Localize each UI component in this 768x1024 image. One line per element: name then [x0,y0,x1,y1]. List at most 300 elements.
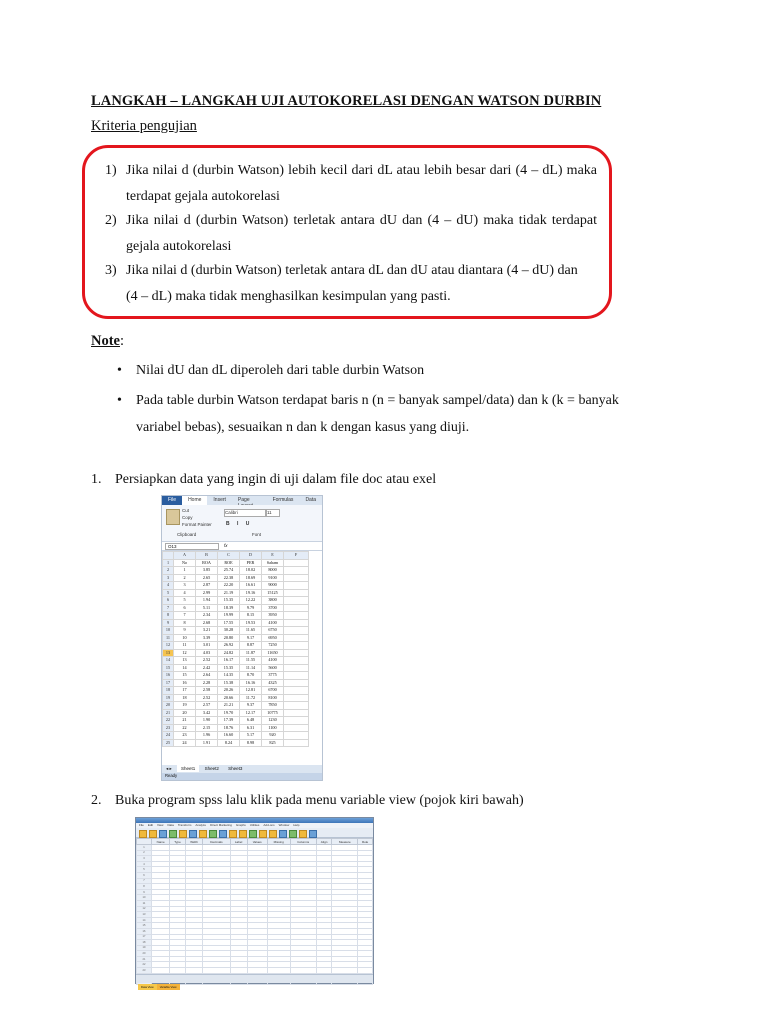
excel-cell[interactable] [284,694,309,702]
spss-row-number[interactable]: 2 [137,850,152,856]
sheet-nav-icon[interactable]: ◂ ▸ [166,766,172,771]
spss-column-header[interactable]: Values [247,839,267,845]
spss-row-number[interactable]: 9 [137,889,152,895]
excel-cell[interactable] [284,604,309,612]
spss-variable-grid [136,838,373,985]
excel-cell[interactable]: 20.66 [218,694,240,702]
excel-cell[interactable]: ROE [218,559,240,567]
excel-cell[interactable]: 19.53 [240,619,262,627]
excel-cell[interactable]: 13 [174,657,196,665]
excel-cell[interactable]: 2.58 [196,687,218,695]
step-1 [91,472,436,488]
excel-cell[interactable]: 30.28 [218,627,240,635]
excel-cell[interactable] [284,619,309,627]
excel-cell[interactable] [284,687,309,695]
excel-row [163,597,309,605]
excel-cell[interactable]: 6 [174,604,196,612]
excel-cell[interactable]: 11.14 [240,664,262,672]
redo-icon[interactable] [189,830,197,838]
excel-cell[interactable]: 21 [174,717,196,725]
excel-cell[interactable]: 3.42 [196,709,218,717]
excel-row-header[interactable]: 2 [163,567,174,575]
excel-cell[interactable]: 2 [174,574,196,582]
select-cases-icon[interactable] [279,830,287,838]
excel-cell[interactable]: 26.92 [218,642,240,650]
excel-column-header[interactable]: A [174,552,196,560]
excel-cell[interactable]: 3.21 [196,627,218,635]
excel-cell[interactable] [284,679,309,687]
excel-cell[interactable]: 8 [174,619,196,627]
excel-row [163,634,309,642]
excel-cell[interactable]: 23 [174,732,196,740]
excel-cell[interactable]: 21.19 [218,589,240,597]
page-title: LANGKAH – LANGKAH UJI AUTOKORELASI DENGAN WATSON DURBIN [91,93,602,109]
excel-cell[interactable]: No [174,559,196,567]
excel-cell[interactable]: 6750 [262,627,284,635]
excel-cell[interactable] [284,732,309,740]
excel-cell[interactable]: 1 [174,567,196,575]
name-box[interactable]: O13 [165,543,219,550]
note-text: Pada table durbin Watson terdapat baris n (n = banyak sampel/data) dan k (k = banyak variabel bebas), sesuaikan n dan k dengan kasus yang diuji. [136,393,619,435]
insert-variable-icon[interactable] [249,830,257,838]
excel-cell[interactable]: 7850 [262,702,284,710]
spss-row-number[interactable]: 1 [137,845,152,851]
spss-row-number[interactable]: 10 [137,895,152,901]
excel-cell[interactable]: 2.52 [196,657,218,665]
excel-cell[interactable]: 24.82 [218,649,240,657]
weight-cases-icon[interactable] [269,830,277,838]
excel-cell[interactable]: 2.64 [196,672,218,680]
excel-cell[interactable]: 6950 [262,634,284,642]
excel-cell[interactable]: 3 [174,582,196,590]
spell-check-icon[interactable] [309,830,317,838]
excel-cell[interactable]: 2.99 [196,589,218,597]
excel-row [163,672,309,680]
excel-cell[interactable]: 19.99 [218,612,240,620]
excel-row [163,604,309,612]
spss-column-header[interactable]: Name [152,839,170,845]
excel-row-header[interactable]: 4 [163,582,174,590]
cut-button[interactable]: Cut [182,508,190,513]
excel-cell[interactable] [284,724,309,732]
print-icon[interactable] [159,830,167,838]
excel-cell[interactable]: 11.55 [240,657,262,665]
spss-menu-item[interactable]: Data [167,823,174,827]
excel-cell[interactable]: 2.52 [196,694,218,702]
excel-row-header[interactable]: 11 [163,634,174,642]
excel-row-header[interactable]: 22 [163,717,174,725]
excel-cell[interactable]: 14 [174,664,196,672]
spss-row-number[interactable]: 11 [137,900,152,906]
excel-formula-bar [162,542,322,551]
criteria-number: 2) [105,213,117,228]
save-icon[interactable] [149,830,157,838]
spss-row-number[interactable]: 8 [137,884,152,890]
clipboard-group-label: Clipboard [177,532,197,537]
spss-menu-item[interactable]: Direct Marketing [210,823,232,827]
copy-button[interactable]: Copy [182,515,193,520]
variable-view-tab[interactable]: Variable View [157,984,180,990]
excel-cell[interactable]: 920 [262,732,284,740]
excel-cell[interactable]: 3700 [262,604,284,612]
excel-row-header[interactable]: 17 [163,679,174,687]
excel-cell[interactable]: 2.42 [196,664,218,672]
variables-icon[interactable] [219,830,227,838]
excel-cell[interactable]: 4100 [262,619,284,627]
excel-cell[interactable]: 11.87 [240,649,262,657]
excel-cell[interactable]: 5.11 [196,604,218,612]
goto-variable-icon[interactable] [209,830,217,838]
excel-cell[interactable]: 4 [174,589,196,597]
excel-cell[interactable]: 2.65 [196,574,218,582]
spss-menu-item[interactable]: Edit [147,823,154,827]
excel-row-header[interactable]: 24 [163,732,174,740]
excel-cell[interactable]: ROA [196,559,218,567]
excel-screenshot [161,495,323,781]
excel-cell[interactable]: 6.48 [240,717,262,725]
excel-cell[interactable]: 3.85 [196,567,218,575]
excel-sheet-tabs [162,765,322,773]
excel-tab-formulas[interactable]: Formulas [272,497,294,503]
excel-cell[interactable]: 6700 [262,687,284,695]
excel-cell[interactable]: 20.80 [218,634,240,642]
excel-row-header[interactable]: 14 [163,657,174,665]
excel-cell[interactable]: 10 [174,634,196,642]
excel-cell[interactable] [284,559,309,567]
excel-cell[interactable]: 22.38 [218,574,240,582]
excel-cell[interactable]: 8.15 [240,612,262,620]
excel-cell[interactable]: 9100 [262,574,284,582]
excel-cell[interactable] [284,612,309,620]
excel-cell[interactable]: 19 [174,702,196,710]
excel-row-header[interactable]: 18 [163,687,174,695]
spss-row-number[interactable]: 14 [137,917,152,923]
excel-row-header[interactable]: 21 [163,709,174,717]
excel-cell[interactable]: 7250 [262,642,284,650]
fx-icon[interactable]: fx [224,543,228,548]
excel-cell[interactable]: 15 [174,672,196,680]
excel-row-header[interactable]: 7 [163,604,174,612]
excel-row-header[interactable]: 5 [163,589,174,597]
spss-menu-item[interactable]: View [157,823,164,827]
excel-tab-page-layout[interactable]: Page [237,497,250,503]
spss-menu-item[interactable]: File [139,823,144,827]
spss-row-number[interactable]: 4 [137,861,152,867]
excel-cell[interactable]: 3775 [262,672,284,680]
excel-cell[interactable]: 18.69 [240,574,262,582]
excel-cell[interactable] [284,672,309,680]
spss-menu-item[interactable]: Analyze [195,823,207,827]
excel-cell[interactable]: 12.22 [240,597,262,605]
insert-cases-icon[interactable] [239,830,247,838]
excel-tab-data[interactable]: Data [305,497,316,503]
spss-menu-item[interactable]: Add-ons [263,823,275,827]
excel-cell[interactable]: 5 [174,597,196,605]
excel-cell[interactable]: 11.72 [240,694,262,702]
undo-icon[interactable] [179,830,187,838]
spss-row-number[interactable]: 7 [137,878,152,884]
spss-toolbar [136,828,373,838]
format-painter-button[interactable]: Format Painter [182,522,212,527]
excel-cell[interactable] [284,649,309,657]
excel-cell[interactable] [284,717,309,725]
excel-cell[interactable]: 25.74 [218,567,240,575]
spss-row-number[interactable]: 23 [137,968,152,974]
excel-row [163,559,309,567]
excel-cell[interactable]: 19.70 [218,709,240,717]
excel-cell[interactable]: 5600 [262,664,284,672]
excel-row-header[interactable]: 25 [163,739,174,747]
excel-cell[interactable]: 8.87 [240,642,262,650]
excel-cell[interactable]: 4325 [262,679,284,687]
spss-row-number[interactable]: 6 [137,872,152,878]
excel-cell[interactable]: 11 [174,642,196,650]
step-text: Buka program spss lalu klik pada menu variable view (pojok kiri bawah) [115,793,524,808]
excel-cell[interactable]: 9.37 [240,702,262,710]
excel-cell[interactable] [284,574,309,582]
criteria-item-3 [105,258,597,310]
excel-ribbon [162,505,322,542]
excel-cell[interactable]: 24 [174,739,196,747]
excel-tab-file[interactable]: File [162,496,182,505]
sheet-tab-2[interactable]: Sheet2 [204,766,219,771]
spss-menu-item[interactable]: Help [293,823,300,827]
excel-cell[interactable] [284,634,309,642]
excel-cell[interactable]: 2.15 [196,724,218,732]
excel-cell[interactable]: 5.17 [240,732,262,740]
excel-tab-insert[interactable]: Insert [213,497,226,503]
spss-row-number[interactable]: 15 [137,923,152,929]
excel-tab-home[interactable]: Home [182,496,207,505]
spss-row-number[interactable]: 22 [137,962,152,968]
step-2 [91,793,524,809]
excel-cell[interactable]: 17.39 [218,717,240,725]
excel-cell[interactable]: 19.16 [240,589,262,597]
spss-row-number[interactable]: 17 [137,934,152,940]
excel-cell[interactable] [284,664,309,672]
excel-column-header[interactable]: D [240,552,262,560]
excel-cell[interactable]: 8100 [262,694,284,702]
excel-cell[interactable]: 8000 [262,567,284,575]
dialog-recall-icon[interactable] [169,830,177,838]
excel-cell[interactable]: 15.38 [218,679,240,687]
bold-italic-underline-buttons[interactable]: B I U [226,521,253,527]
spss-column-header[interactable]: Missing [267,839,290,845]
excel-row-header[interactable]: 1 [163,559,174,567]
excel-cell[interactable]: 7 [174,612,196,620]
spss-row-number[interactable]: 21 [137,956,152,962]
excel-cell[interactable]: 9.79 [240,604,262,612]
excel-cell[interactable]: 16.61 [240,582,262,590]
value-labels-icon[interactable] [289,830,297,838]
excel-row [163,649,309,657]
excel-cell[interactable] [284,702,309,710]
excel-cell[interactable]: 2.68 [196,619,218,627]
excel-row [163,612,309,620]
excel-cell[interactable]: 20.26 [218,687,240,695]
excel-row-header[interactable]: 16 [163,672,174,680]
excel-row [163,717,309,725]
excel-cell[interactable]: 4.03 [196,649,218,657]
excel-row-header[interactable]: 10 [163,627,174,635]
excel-cell[interactable]: 1.91 [196,739,218,747]
spss-column-header[interactable]: Width [185,839,203,845]
excel-cell[interactable]: 21.21 [218,702,240,710]
excel-cell[interactable]: 2.87 [196,582,218,590]
excel-cell[interactable]: 9 [174,627,196,635]
excel-cell[interactable]: 10775 [262,709,284,717]
excel-column-header[interactable] [163,552,174,560]
spss-column-header[interactable]: Columns [290,839,316,845]
excel-cell[interactable]: 3800 [262,597,284,605]
excel-cell[interactable]: 9.17 [240,634,262,642]
excel-cell[interactable] [284,627,309,635]
excel-cell[interactable]: 2.34 [196,612,218,620]
excel-cell[interactable] [284,589,309,597]
open-icon[interactable] [139,830,147,838]
excel-cell[interactable] [284,709,309,717]
spss-column-header[interactable]: Label [230,839,247,845]
criteria-heading: Kriteria pengujian [91,118,197,134]
excel-cell[interactable]: 14.35 [218,672,240,680]
excel-row-header[interactable]: 19 [163,694,174,702]
spss-row-number[interactable]: 13 [137,912,152,918]
spss-row-number[interactable]: 5 [137,867,152,873]
data-view-tab[interactable]: Data View [138,984,157,990]
spss-row-number[interactable]: 3 [137,856,152,862]
excel-row [163,582,309,590]
excel-row-header[interactable]: 3 [163,574,174,582]
excel-cell[interactable]: 18 [174,694,196,702]
excel-cell[interactable] [284,582,309,590]
excel-cell[interactable]: 16.60 [218,732,240,740]
excel-cell[interactable]: 16.17 [218,657,240,665]
excel-cell[interactable]: 9000 [262,582,284,590]
excel-column-header[interactable]: E [262,552,284,560]
excel-row [163,709,309,717]
find-icon[interactable] [229,830,237,838]
excel-cell[interactable]: 18.02 [240,567,262,575]
use-sets-icon[interactable] [299,830,307,838]
spss-column-header[interactable]: Type [170,839,185,845]
spss-row-number[interactable]: 18 [137,940,152,946]
excel-cell[interactable]: 22.20 [218,582,240,590]
excel-cell[interactable]: 20 [174,709,196,717]
excel-cell[interactable]: 1230 [262,717,284,725]
excel-row [163,687,309,695]
excel-cell[interactable]: 1.94 [196,597,218,605]
excel-cell[interactable]: 1.90 [196,717,218,725]
excel-cell[interactable]: PER [240,559,262,567]
excel-cell[interactable]: 2.57 [196,702,218,710]
excel-row-header[interactable]: 9 [163,619,174,627]
spss-column-header[interactable]: Measure [332,839,358,845]
excel-cell[interactable]: 16.16 [240,679,262,687]
excel-cell[interactable]: 12.81 [240,687,262,695]
excel-cell[interactable]: Saham [262,559,284,567]
spss-row-number[interactable]: 20 [137,951,152,957]
sheet-tab-1[interactable]: Sheet1 [177,765,199,772]
spss-column-header[interactable]: Role [358,839,373,845]
excel-cell[interactable]: 8.98 [240,739,262,747]
spss-screenshot [135,817,374,989]
excel-cell[interactable]: 1.96 [196,732,218,740]
excel-column-header[interactable]: C [218,552,240,560]
excel-cell[interactable]: 15125 [262,589,284,597]
excel-cell[interactable]: 8.70 [240,672,262,680]
split-file-icon[interactable] [259,830,267,838]
excel-cell[interactable]: 17.55 [218,619,240,627]
font-name-select[interactable]: Calibri [224,509,266,517]
step-text: Persiapkan data yang ingin di uji dalam file doc atau exel [115,472,437,487]
excel-cell[interactable] [284,739,309,747]
excel-cell[interactable]: 12 [174,649,196,657]
spss-row-number[interactable]: 19 [137,945,152,951]
spss-column-header[interactable]: Align [316,839,332,845]
excel-cell[interactable]: 16 [174,679,196,687]
goto-case-icon[interactable] [199,830,207,838]
excel-row-header[interactable]: 8 [163,612,174,620]
excel-row-header[interactable]: 13 [163,649,174,657]
excel-cell[interactable]: 8.24 [218,739,240,747]
spss-row-number[interactable]: 16 [137,928,152,934]
excel-cell[interactable]: 15.35 [218,597,240,605]
spss-menu-item[interactable]: Transform [177,823,192,827]
excel-cell[interactable]: 11650 [262,649,284,657]
excel-cell[interactable]: 3.01 [196,642,218,650]
excel-cell[interactable]: 22 [174,724,196,732]
excel-cell[interactable]: 2.28 [196,679,218,687]
spss-menu-item[interactable]: Window [278,823,290,827]
excel-cell[interactable] [284,597,309,605]
font-size-select[interactable]: 11 [266,509,280,517]
excel-row-header[interactable]: 12 [163,642,174,650]
sheet-tab-3[interactable]: Sheet3 [228,766,243,771]
excel-cell[interactable]: 3.39 [196,634,218,642]
excel-cell[interactable] [284,642,309,650]
excel-row [163,694,309,702]
paste-icon[interactable] [166,509,180,525]
excel-row-header[interactable]: 6 [163,597,174,605]
excel-row-header[interactable]: 20 [163,702,174,710]
excel-column-header[interactable]: B [196,552,218,560]
excel-cell[interactable]: 18.76 [218,724,240,732]
excel-row [163,567,309,575]
spss-row-number[interactable]: 12 [137,906,152,912]
excel-cell[interactable]: 825 [262,739,284,747]
excel-cell[interactable]: 17 [174,687,196,695]
spss-menu-item[interactable]: Utilities [249,823,260,827]
excel-row-header[interactable]: 23 [163,724,174,732]
excel-cell[interactable]: 15.35 [218,664,240,672]
excel-cell[interactable]: 11.65 [240,627,262,635]
excel-cell[interactable] [284,567,309,575]
excel-row-header[interactable]: 15 [163,664,174,672]
note-item-2 [117,387,662,441]
note-colon: : [120,333,125,349]
spss-menu-item[interactable]: Graphs [235,823,246,827]
excel-cell[interactable]: 4100 [262,657,284,665]
excel-row [163,732,309,740]
excel-column-header[interactable]: F [284,552,309,560]
excel-cell[interactable]: 6.31 [240,724,262,732]
excel-cell[interactable]: 18.39 [218,604,240,612]
excel-cell[interactable]: 12.17 [240,709,262,717]
excel-cell[interactable]: 3950 [262,612,284,620]
excel-cell[interactable]: 1100 [262,724,284,732]
excel-cell[interactable] [284,657,309,665]
spss-column-header[interactable]: Decimals [203,839,230,845]
